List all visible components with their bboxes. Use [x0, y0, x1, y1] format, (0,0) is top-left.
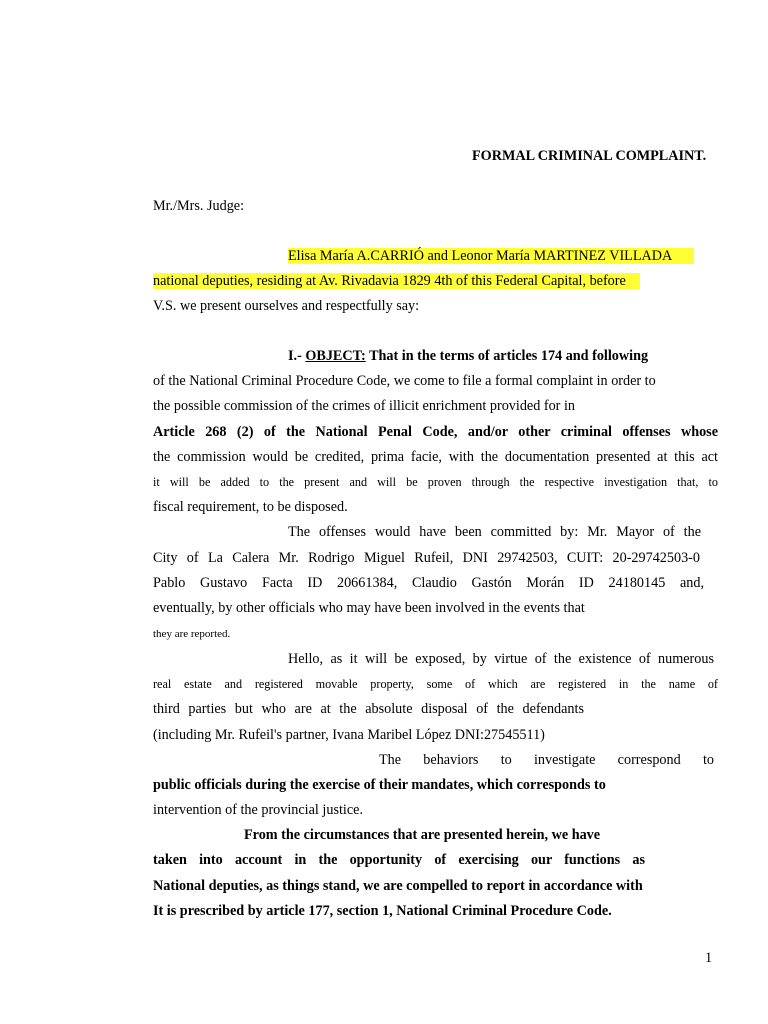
- hello-line-3: third parties but who are at the absolute disposal of the defendants: [153, 701, 584, 717]
- object-prefix: I.-: [288, 348, 306, 364]
- circumstances-line-1: From the circumstances that are presented herein, we have: [244, 827, 601, 843]
- offenses-line-2: City of La Calera Mr. Rodrigo Miguel Rufeil, DNI 29742503, CUIT: 20-29742503-0: [153, 550, 700, 566]
- intro-line-2: [153, 272, 640, 290]
- object-line-5: the commission would be credited, prima facie, with the documentation presented at this act: [153, 449, 718, 465]
- object-line-2: of the National Criminal Procedure Code, we come to file a formal complaint in order to: [153, 373, 656, 389]
- object-line-6: it will be added to the present and will be proven through the respective investigation that, to: [153, 475, 718, 489]
- offenses-line-4: eventually, by other officials who may have been involved in the events that: [153, 600, 585, 616]
- object-line-7: fiscal requirement, to be disposed.: [153, 499, 348, 515]
- circumstances-line-4: It is prescribed by article 177, section 1, National Criminal Procedure Code.: [153, 903, 612, 919]
- object-heading: [288, 347, 648, 365]
- page-number: 1: [705, 950, 713, 966]
- salutation: Mr./Mrs. Judge:: [153, 198, 245, 214]
- offenses-line-1: The offenses would have been committed by: Mr. Mayor of the: [288, 524, 701, 540]
- hello-line-4: (including Mr. Rufeil's partner, Ivana Maribel López DNI:27545511): [153, 727, 545, 743]
- hello-line-1: Hello, as it will be exposed, by virtue of the existence of numerous: [288, 651, 714, 667]
- circumstances-line-3: National deputies, as things stand, we are compelled to report in accordance with: [153, 878, 643, 894]
- behaviors-line-3: intervention of the provincial justice.: [153, 802, 363, 818]
- highlighted-text: national deputies, residing at Av. Rivadavia 1829 4th of this Federal Capital, before: [153, 273, 640, 289]
- circumstances-line-2: taken into account in the opportunity of exercising our functions as: [153, 852, 645, 868]
- object-line-1-rest: That in the terms of articles 174 and following: [365, 348, 649, 364]
- offenses-line-5: they are reported.: [153, 628, 231, 640]
- object-label: OBJECT:: [305, 348, 366, 364]
- document-title: FORMAL CRIMINAL COMPLAINT.: [472, 148, 707, 164]
- object-line-3: the possible commission of the crimes of illicit enrichment provided for in: [153, 398, 575, 414]
- intro-line-1: [288, 247, 694, 265]
- object-line-4: Article 268 (2) of the National Penal Code, and/or other criminal offenses whose: [153, 424, 718, 440]
- behaviors-line-1: The behaviors to investigate correspond to: [379, 752, 714, 768]
- offenses-line-3: Pablo Gustavo Facta ID 20661384, Claudio Gastón Morán ID 24180145 and,: [153, 575, 704, 591]
- behaviors-line-2: public officials during the exercise of their mandates, which corresponds to: [153, 777, 606, 793]
- hello-line-2: real estate and registered movable property, some of which are registered in the name of: [153, 677, 718, 691]
- intro-line-3: V.S. we present ourselves and respectfully say:: [153, 298, 420, 314]
- highlighted-text: Elisa María A.CARRIÓ and Leonor María MARTINEZ VILLADA: [288, 248, 694, 264]
